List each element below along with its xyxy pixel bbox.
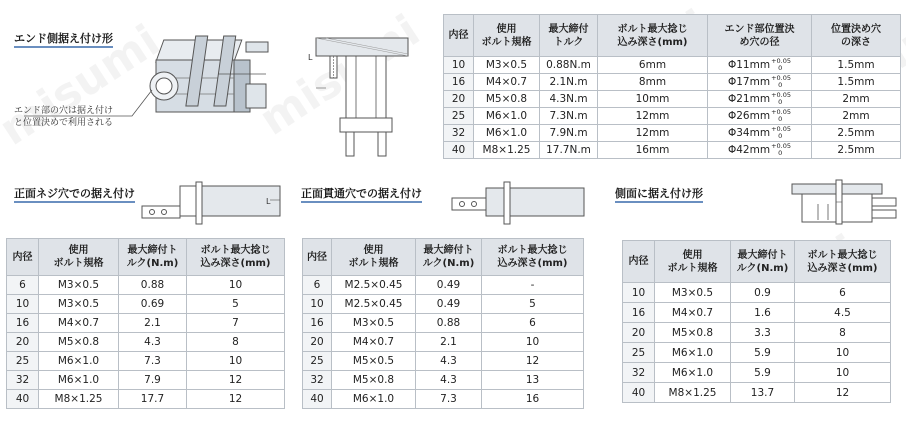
table-cell: M6×1.0: [474, 108, 540, 125]
table-cell: 6mm: [598, 57, 708, 74]
table-cell: [708, 108, 812, 125]
table-cell: M3×0.5: [332, 314, 416, 333]
col-header-bolt: 使用 ボルト規格: [474, 15, 540, 57]
front-through-mount-title: 正面貫通穴での据え付け: [301, 185, 422, 201]
tolerance-upper: +0.05: [771, 57, 791, 65]
table-cell: 10: [623, 283, 655, 303]
col-header-torque: 最大締付 トルク: [540, 15, 598, 57]
table-cell: M6×1.0: [655, 343, 731, 363]
col-header-bolt: 使用 ボルト規格: [655, 241, 731, 283]
hole-diameter-value: Φ34mm: [727, 127, 771, 139]
table-cell: 13: [482, 371, 584, 390]
table-cell: 10: [7, 295, 39, 314]
table-row: [444, 125, 901, 142]
tolerance-lower: 0: [778, 81, 783, 89]
col-header-depth: ボルト最大捻じ 込み深さ(mm): [795, 241, 891, 283]
table-cell: 17.7N.m: [540, 142, 598, 159]
table-cell: 7.9N.m: [540, 125, 598, 142]
table-row: [303, 371, 584, 390]
table-cell: 7: [187, 314, 285, 333]
table-row: [444, 57, 901, 74]
table-row: [303, 390, 584, 409]
table-cell: M4×0.7: [655, 303, 731, 323]
dimension-label: L: [308, 53, 313, 62]
table-cell: 5.9: [731, 343, 795, 363]
side-mount-spec-table: [622, 240, 891, 403]
table-row: [7, 371, 285, 390]
col-header-bolt: 使用 ボルト規格: [332, 239, 416, 276]
tolerance-lower: 0: [778, 132, 783, 140]
table-cell: 10: [187, 352, 285, 371]
table-cell: 40: [444, 142, 474, 159]
table-cell: 6: [482, 314, 584, 333]
table-cell: 2.1: [416, 333, 482, 352]
table-cell: 5: [187, 295, 285, 314]
end-mount-section-drawing: [312, 30, 412, 160]
table-cell: 4.3: [119, 333, 187, 352]
table-cell: M4×0.7: [474, 74, 540, 91]
table-cell: 2.5mm: [812, 142, 901, 159]
table-cell: M3×0.5: [655, 283, 731, 303]
table-cell: 12mm: [598, 125, 708, 142]
table-cell: 10: [444, 57, 474, 74]
table-cell: 10: [795, 363, 891, 383]
table-cell: 10: [482, 333, 584, 352]
table-cell: 10: [795, 343, 891, 363]
tolerance-lower: 0: [778, 149, 783, 157]
col-header-torque: 最大締付ト ルク(N.m): [731, 241, 795, 283]
tolerance: [771, 143, 791, 157]
table-row: [7, 390, 285, 409]
table-cell: 4.5: [795, 303, 891, 323]
table-row: [7, 333, 285, 352]
end-mount-note: エンド部の穴は据え付け と位置決めで利用される: [14, 106, 114, 128]
table-cell: 7.9: [119, 371, 187, 390]
table-cell: M5×0.8: [655, 323, 731, 343]
table-cell: M3×0.5: [39, 295, 119, 314]
table-cell: M6×1.0: [655, 363, 731, 383]
col-header-bore: 内径: [7, 239, 39, 276]
table-cell: 25: [623, 343, 655, 363]
table-cell: [708, 57, 812, 74]
table-row: [623, 363, 891, 383]
tolerance-upper: +0.05: [771, 74, 791, 82]
table-cell: 13.7: [731, 383, 795, 403]
tolerance-upper: +0.05: [771, 125, 791, 133]
table-row: [623, 383, 891, 403]
front-thread-mount-title: 正面ネジ穴での据え付け: [14, 185, 135, 201]
table-cell: 10mm: [598, 91, 708, 108]
table-cell: 10: [187, 276, 285, 295]
table-cell: 32: [444, 125, 474, 142]
table-cell: 0.49: [416, 295, 482, 314]
table-cell: 5.9: [731, 363, 795, 383]
col-header-torque: 最大締付ト ルク(N.m): [416, 239, 482, 276]
table-cell: 0.88N.m: [540, 57, 598, 74]
table-row: [444, 74, 901, 91]
table-cell: 0.69: [119, 295, 187, 314]
table-row: [444, 108, 901, 125]
table-cell: 12: [187, 371, 285, 390]
table-cell: 0.88: [119, 276, 187, 295]
table-cell: M2.5×0.45: [332, 295, 416, 314]
tolerance-upper: +0.05: [771, 108, 791, 116]
table-row: [303, 314, 584, 333]
end-mount-title: エンド側据え付け形: [14, 30, 113, 46]
hole-diameter-value: Φ21mm: [727, 93, 771, 105]
table-cell: 4.3N.m: [540, 91, 598, 108]
table-cell: 2.5mm: [812, 125, 901, 142]
table-cell: M2.5×0.45: [332, 276, 416, 295]
table-cell: 32: [623, 363, 655, 383]
table-cell: 40: [7, 390, 39, 409]
table-cell: 2.1: [119, 314, 187, 333]
table-cell: [708, 142, 812, 159]
table-cell: 12: [187, 390, 285, 409]
table-cell: M4×0.7: [39, 314, 119, 333]
table-cell: [708, 74, 812, 91]
table-row: [7, 295, 285, 314]
col-header-depth: ボルト最大捻じ 込み深さ(mm): [187, 239, 285, 276]
table-cell: M6×1.0: [474, 125, 540, 142]
table-cell: 4.3: [416, 371, 482, 390]
table-cell: 5: [482, 295, 584, 314]
table-cell: -: [482, 276, 584, 295]
table-cell: M6×1.0: [39, 352, 119, 371]
table-row: [623, 303, 891, 323]
table-cell: M5×0.8: [39, 333, 119, 352]
col-header-hole-depth: 位置決め穴 の深さ: [812, 15, 901, 57]
tolerance: [771, 109, 791, 123]
table-cell: 40: [303, 390, 332, 409]
table-cell: 20: [444, 91, 474, 108]
hole-diameter-value: Φ42mm: [727, 144, 771, 156]
table-row: [444, 91, 901, 108]
table-cell: 32: [7, 371, 39, 390]
table-cell: 7.3: [119, 352, 187, 371]
table-cell: 8: [795, 323, 891, 343]
table-cell: 16mm: [598, 142, 708, 159]
front-thread-spec-table: [6, 238, 285, 409]
table-cell: 0.88: [416, 314, 482, 333]
table-cell: 1.5mm: [812, 74, 901, 91]
table-cell: 2mm: [812, 91, 901, 108]
hole-diameter-value: Φ11mm: [727, 59, 771, 71]
tolerance: [771, 75, 791, 89]
table-cell: M8×1.25: [39, 390, 119, 409]
table-row: [7, 314, 285, 333]
col-header-bore: 内径: [623, 241, 655, 283]
table-cell: 6: [303, 276, 332, 295]
table-cell: 2.1N.m: [540, 74, 598, 91]
table-cell: M8×1.25: [474, 142, 540, 159]
col-header-depth: ボルト最大捻じ 込み深さ(mm): [598, 15, 708, 57]
table-cell: 16: [7, 314, 39, 333]
table-row: [303, 352, 584, 371]
table-cell: M5×0.8: [332, 371, 416, 390]
table-cell: 12: [795, 383, 891, 403]
col-header-torque: 最大締付ト ルク(N.m): [119, 239, 187, 276]
table-cell: 12mm: [598, 108, 708, 125]
table-cell: M3×0.5: [474, 57, 540, 74]
hole-diameter-value: Φ26mm: [727, 110, 771, 122]
side-mount-title: 側面に据え付け形: [615, 185, 703, 201]
table-cell: 20: [623, 323, 655, 343]
table-cell: 25: [444, 108, 474, 125]
table-cell: M5×0.5: [332, 352, 416, 371]
table-cell: M6×1.0: [332, 390, 416, 409]
table-row: [7, 352, 285, 371]
hole-diameter-value: Φ17mm: [727, 76, 771, 88]
table-cell: M8×1.25: [655, 383, 731, 403]
table-cell: M3×0.5: [39, 276, 119, 295]
table-cell: M4×0.7: [332, 333, 416, 352]
end-mount-spec-table: [443, 14, 901, 159]
table-cell: 6: [7, 276, 39, 295]
table-cell: 16: [303, 314, 332, 333]
col-header-bolt: 使用 ボルト規格: [39, 239, 119, 276]
table-cell: 7.3N.m: [540, 108, 598, 125]
table-cell: 12: [482, 352, 584, 371]
table-cell: 20: [7, 333, 39, 352]
table-cell: 16: [623, 303, 655, 323]
front-through-drawing: [448, 182, 588, 227]
table-cell: 6: [795, 283, 891, 303]
table-cell: 20: [303, 333, 332, 352]
table-cell: 8mm: [598, 74, 708, 91]
table-cell: 17.7: [119, 390, 187, 409]
front-through-spec-table: [302, 238, 584, 409]
front-thread-drawing: [134, 182, 284, 227]
table-cell: 40: [623, 383, 655, 403]
table-row: [303, 333, 584, 352]
table-cell: M5×0.8: [474, 91, 540, 108]
table-cell: 3.3: [731, 323, 795, 343]
tolerance-upper: +0.05: [771, 142, 791, 150]
table-row: [623, 283, 891, 303]
table-cell: 16: [444, 74, 474, 91]
table-cell: 1.6: [731, 303, 795, 323]
table-cell: 0.9: [731, 283, 795, 303]
table-cell: 25: [303, 352, 332, 371]
table-cell: M6×1.0: [39, 371, 119, 390]
col-header-depth: ボルト最大捻じ 込み深さ(mm): [482, 239, 584, 276]
table-cell: 1.5mm: [812, 57, 901, 74]
tolerance-lower: 0: [778, 115, 783, 123]
col-header-bore: 内径: [303, 239, 332, 276]
table-row: [623, 323, 891, 343]
table-cell: 7.3: [416, 390, 482, 409]
tolerance-lower: 0: [778, 98, 783, 106]
tolerance-lower: 0: [778, 64, 783, 72]
side-mount-drawing: [788, 180, 898, 230]
table-cell: 8: [187, 333, 285, 352]
table-row: [623, 343, 891, 363]
table-row: [444, 142, 901, 159]
table-row: [7, 276, 285, 295]
dimension-label: L: [266, 197, 271, 206]
table-cell: 4.3: [416, 352, 482, 371]
table-cell: 25: [7, 352, 39, 371]
table-cell: 32: [303, 371, 332, 390]
table-row: [303, 295, 584, 314]
col-header-bore: 内径: [444, 15, 474, 57]
tolerance: [771, 92, 791, 106]
table-cell: 10: [303, 295, 332, 314]
table-cell: [708, 91, 812, 108]
col-header-hole-diameter: エンド部位置決 め穴の径: [708, 15, 812, 57]
tolerance-upper: +0.05: [771, 91, 791, 99]
tolerance: [771, 58, 791, 72]
table-cell: 2mm: [812, 108, 901, 125]
table-row: [303, 276, 584, 295]
tolerance: [771, 126, 791, 140]
table-cell: [708, 125, 812, 142]
table-cell: 0.49: [416, 276, 482, 295]
table-cell: 16: [482, 390, 584, 409]
